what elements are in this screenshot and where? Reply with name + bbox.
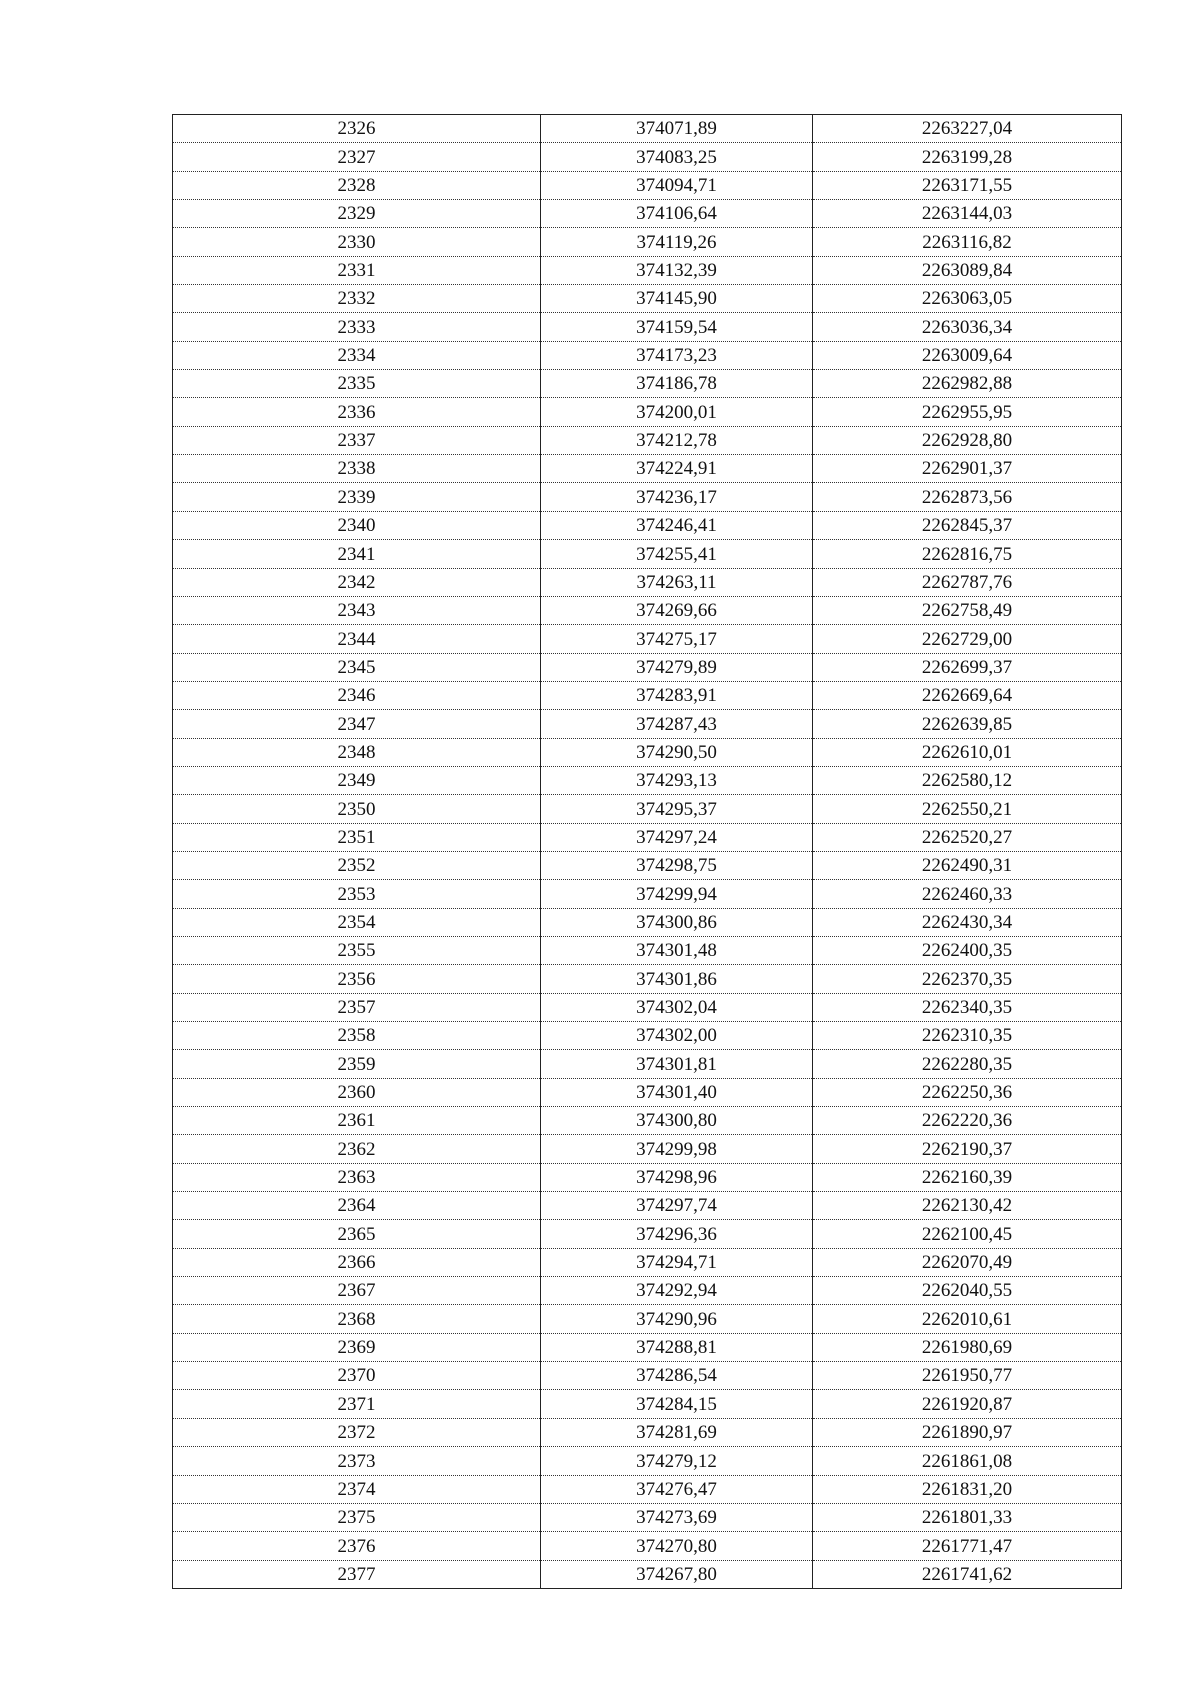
x-coordinate-cell: 374283,91 <box>541 681 813 709</box>
y-coordinate-cell: 2262310,35 <box>813 1022 1122 1050</box>
y-coordinate-cell: 2262982,88 <box>813 370 1122 398</box>
table-row <box>173 1475 1122 1503</box>
y-coordinate-cell: 2262928,80 <box>813 426 1122 454</box>
y-coordinate-cell: 2263036,34 <box>813 313 1122 341</box>
point-number-cell: 2326 <box>173 115 541 143</box>
table-row <box>173 1022 1122 1050</box>
point-number-cell: 2352 <box>173 851 541 879</box>
y-coordinate-cell: 2263116,82 <box>813 228 1122 256</box>
table-row <box>173 228 1122 256</box>
y-coordinate-cell: 2262100,45 <box>813 1220 1122 1248</box>
x-coordinate-cell: 374302,00 <box>541 1022 813 1050</box>
y-coordinate-cell: 2262010,61 <box>813 1305 1122 1333</box>
y-coordinate-cell: 2262400,35 <box>813 936 1122 964</box>
y-coordinate-cell: 2263144,03 <box>813 200 1122 228</box>
table-row <box>173 851 1122 879</box>
table-row <box>173 936 1122 964</box>
y-coordinate-cell: 2261890,97 <box>813 1418 1122 1446</box>
y-coordinate-cell: 2261861,08 <box>813 1447 1122 1475</box>
y-coordinate-cell: 2262816,75 <box>813 540 1122 568</box>
table-row <box>173 1192 1122 1220</box>
table-row <box>173 596 1122 624</box>
point-number-cell: 2332 <box>173 285 541 313</box>
x-coordinate-cell: 374106,64 <box>541 200 813 228</box>
y-coordinate-cell: 2262758,49 <box>813 596 1122 624</box>
point-number-cell: 2361 <box>173 1107 541 1135</box>
table-row <box>173 1163 1122 1191</box>
x-coordinate-cell: 374301,48 <box>541 936 813 964</box>
x-coordinate-cell: 374287,43 <box>541 710 813 738</box>
point-number-cell: 2376 <box>173 1532 541 1560</box>
x-coordinate-cell: 374255,41 <box>541 540 813 568</box>
point-number-cell: 2369 <box>173 1333 541 1361</box>
x-coordinate-cell: 374290,50 <box>541 738 813 766</box>
point-number-cell: 2340 <box>173 511 541 539</box>
x-coordinate-cell: 374269,66 <box>541 596 813 624</box>
x-coordinate-cell: 374302,04 <box>541 993 813 1021</box>
table-row <box>173 1107 1122 1135</box>
x-coordinate-cell: 374159,54 <box>541 313 813 341</box>
point-number-cell: 2366 <box>173 1248 541 1276</box>
y-coordinate-cell: 2261920,87 <box>813 1390 1122 1418</box>
point-number-cell: 2347 <box>173 710 541 738</box>
y-coordinate-cell: 2262580,12 <box>813 766 1122 794</box>
table-row <box>173 738 1122 766</box>
y-coordinate-cell: 2262955,95 <box>813 398 1122 426</box>
x-coordinate-cell: 374296,36 <box>541 1220 813 1248</box>
y-coordinate-cell: 2262873,56 <box>813 483 1122 511</box>
table-row <box>173 115 1122 143</box>
point-number-cell: 2356 <box>173 965 541 993</box>
table-row <box>173 483 1122 511</box>
table-row <box>173 1418 1122 1446</box>
y-coordinate-cell: 2263009,64 <box>813 341 1122 369</box>
y-coordinate-cell: 2262130,42 <box>813 1192 1122 1220</box>
point-number-cell: 2377 <box>173 1560 541 1588</box>
point-number-cell: 2329 <box>173 200 541 228</box>
table-row <box>173 965 1122 993</box>
point-number-cell: 2348 <box>173 738 541 766</box>
point-number-cell: 2374 <box>173 1475 541 1503</box>
point-number-cell: 2327 <box>173 143 541 171</box>
table-row <box>173 1050 1122 1078</box>
x-coordinate-cell: 374286,54 <box>541 1362 813 1390</box>
x-coordinate-cell: 374270,80 <box>541 1532 813 1560</box>
y-coordinate-cell: 2261980,69 <box>813 1333 1122 1361</box>
x-coordinate-cell: 374284,15 <box>541 1390 813 1418</box>
point-number-cell: 2344 <box>173 625 541 653</box>
table-row <box>173 341 1122 369</box>
table-row <box>173 1560 1122 1588</box>
table-row <box>173 681 1122 709</box>
x-coordinate-cell: 374246,41 <box>541 511 813 539</box>
point-number-cell: 2359 <box>173 1050 541 1078</box>
point-number-cell: 2335 <box>173 370 541 398</box>
table-row <box>173 1333 1122 1361</box>
x-coordinate-cell: 374301,40 <box>541 1078 813 1106</box>
x-coordinate-cell: 374300,86 <box>541 908 813 936</box>
y-coordinate-cell: 2262430,34 <box>813 908 1122 936</box>
point-number-cell: 2371 <box>173 1390 541 1418</box>
x-coordinate-cell: 374071,89 <box>541 115 813 143</box>
y-coordinate-cell: 2263227,04 <box>813 115 1122 143</box>
x-coordinate-cell: 374083,25 <box>541 143 813 171</box>
x-coordinate-cell: 374212,78 <box>541 426 813 454</box>
y-coordinate-cell: 2262190,37 <box>813 1135 1122 1163</box>
table-row <box>173 398 1122 426</box>
point-number-cell: 2373 <box>173 1447 541 1475</box>
point-number-cell: 2343 <box>173 596 541 624</box>
table-row <box>173 625 1122 653</box>
x-coordinate-cell: 374186,78 <box>541 370 813 398</box>
table-row <box>173 653 1122 681</box>
table-row <box>173 1447 1122 1475</box>
point-number-cell: 2330 <box>173 228 541 256</box>
y-coordinate-cell: 2262280,35 <box>813 1050 1122 1078</box>
x-coordinate-cell: 374295,37 <box>541 795 813 823</box>
point-number-cell: 2364 <box>173 1192 541 1220</box>
x-coordinate-cell: 374298,75 <box>541 851 813 879</box>
y-coordinate-cell: 2262070,49 <box>813 1248 1122 1276</box>
x-coordinate-cell: 374279,12 <box>541 1447 813 1475</box>
y-coordinate-cell: 2263199,28 <box>813 143 1122 171</box>
y-coordinate-cell: 2262639,85 <box>813 710 1122 738</box>
y-coordinate-cell: 2262460,33 <box>813 880 1122 908</box>
x-coordinate-cell: 374145,90 <box>541 285 813 313</box>
x-coordinate-cell: 374273,69 <box>541 1503 813 1531</box>
x-coordinate-cell: 374301,81 <box>541 1050 813 1078</box>
table-row <box>173 1362 1122 1390</box>
point-number-cell: 2367 <box>173 1277 541 1305</box>
x-coordinate-cell: 374299,98 <box>541 1135 813 1163</box>
point-number-cell: 2341 <box>173 540 541 568</box>
table-row <box>173 568 1122 596</box>
table-row <box>173 880 1122 908</box>
x-coordinate-cell: 374275,17 <box>541 625 813 653</box>
x-coordinate-cell: 374297,74 <box>541 1192 813 1220</box>
x-coordinate-cell: 374267,80 <box>541 1560 813 1588</box>
point-number-cell: 2354 <box>173 908 541 936</box>
y-coordinate-cell: 2262787,76 <box>813 568 1122 596</box>
y-coordinate-cell: 2262250,36 <box>813 1078 1122 1106</box>
table-row <box>173 710 1122 738</box>
y-coordinate-cell: 2262610,01 <box>813 738 1122 766</box>
x-coordinate-cell: 374263,11 <box>541 568 813 596</box>
y-coordinate-cell: 2261950,77 <box>813 1362 1122 1390</box>
x-coordinate-cell: 374299,94 <box>541 880 813 908</box>
table-row <box>173 426 1122 454</box>
point-number-cell: 2362 <box>173 1135 541 1163</box>
table-row <box>173 1135 1122 1163</box>
table-row <box>173 455 1122 483</box>
y-coordinate-cell: 2262729,00 <box>813 625 1122 653</box>
x-coordinate-cell: 374292,94 <box>541 1277 813 1305</box>
y-coordinate-cell: 2262340,35 <box>813 993 1122 1021</box>
y-coordinate-cell: 2263063,05 <box>813 285 1122 313</box>
x-coordinate-cell: 374300,80 <box>541 1107 813 1135</box>
x-coordinate-cell: 374293,13 <box>541 766 813 794</box>
table-row <box>173 143 1122 171</box>
point-number-cell: 2349 <box>173 766 541 794</box>
y-coordinate-cell: 2261771,47 <box>813 1532 1122 1560</box>
table-row <box>173 993 1122 1021</box>
point-number-cell: 2342 <box>173 568 541 596</box>
y-coordinate-cell: 2261801,33 <box>813 1503 1122 1531</box>
table-row <box>173 200 1122 228</box>
y-coordinate-cell: 2263171,55 <box>813 171 1122 199</box>
point-number-cell: 2357 <box>173 993 541 1021</box>
point-number-cell: 2375 <box>173 1503 541 1531</box>
point-number-cell: 2360 <box>173 1078 541 1106</box>
point-number-cell: 2350 <box>173 795 541 823</box>
table-row <box>173 1220 1122 1248</box>
point-number-cell: 2368 <box>173 1305 541 1333</box>
x-coordinate-cell: 374294,71 <box>541 1248 813 1276</box>
x-coordinate-cell: 374276,47 <box>541 1475 813 1503</box>
x-coordinate-cell: 374297,24 <box>541 823 813 851</box>
table-row <box>173 1277 1122 1305</box>
table-row <box>173 511 1122 539</box>
x-coordinate-cell: 374301,86 <box>541 965 813 993</box>
point-number-cell: 2353 <box>173 880 541 908</box>
y-coordinate-cell: 2262160,39 <box>813 1163 1122 1191</box>
table-row <box>173 908 1122 936</box>
coordinates-table-body <box>173 115 1122 1589</box>
table-row <box>173 171 1122 199</box>
y-coordinate-cell: 2261831,20 <box>813 1475 1122 1503</box>
x-coordinate-cell: 374279,89 <box>541 653 813 681</box>
table-row <box>173 1532 1122 1560</box>
table-row <box>173 540 1122 568</box>
table-row <box>173 285 1122 313</box>
table-row <box>173 1078 1122 1106</box>
y-coordinate-cell: 2261741,62 <box>813 1560 1122 1588</box>
x-coordinate-cell: 374288,81 <box>541 1333 813 1361</box>
table-row <box>173 313 1122 341</box>
y-coordinate-cell: 2262490,31 <box>813 851 1122 879</box>
point-number-cell: 2351 <box>173 823 541 851</box>
point-number-cell: 2358 <box>173 1022 541 1050</box>
y-coordinate-cell: 2262520,27 <box>813 823 1122 851</box>
table-row <box>173 1305 1122 1333</box>
point-number-cell: 2334 <box>173 341 541 369</box>
table-row <box>173 795 1122 823</box>
point-number-cell: 2339 <box>173 483 541 511</box>
point-number-cell: 2355 <box>173 936 541 964</box>
point-number-cell: 2370 <box>173 1362 541 1390</box>
table-row <box>173 1248 1122 1276</box>
y-coordinate-cell: 2262699,37 <box>813 653 1122 681</box>
table-row <box>173 1503 1122 1531</box>
point-number-cell: 2328 <box>173 171 541 199</box>
y-coordinate-cell: 2262220,36 <box>813 1107 1122 1135</box>
y-coordinate-cell: 2262845,37 <box>813 511 1122 539</box>
y-coordinate-cell: 2262901,37 <box>813 455 1122 483</box>
x-coordinate-cell: 374298,96 <box>541 1163 813 1191</box>
point-number-cell: 2365 <box>173 1220 541 1248</box>
table-row <box>173 1390 1122 1418</box>
point-number-cell: 2336 <box>173 398 541 426</box>
point-number-cell: 2345 <box>173 653 541 681</box>
x-coordinate-cell: 374200,01 <box>541 398 813 426</box>
y-coordinate-cell: 2263089,84 <box>813 256 1122 284</box>
y-coordinate-cell: 2262550,21 <box>813 795 1122 823</box>
point-number-cell: 2337 <box>173 426 541 454</box>
point-number-cell: 2372 <box>173 1418 541 1446</box>
point-number-cell: 2331 <box>173 256 541 284</box>
x-coordinate-cell: 374236,17 <box>541 483 813 511</box>
point-number-cell: 2363 <box>173 1163 541 1191</box>
y-coordinate-cell: 2262669,64 <box>813 681 1122 709</box>
point-number-cell: 2338 <box>173 455 541 483</box>
table-row <box>173 766 1122 794</box>
x-coordinate-cell: 374224,91 <box>541 455 813 483</box>
x-coordinate-cell: 374132,39 <box>541 256 813 284</box>
table-row <box>173 256 1122 284</box>
x-coordinate-cell: 374281,69 <box>541 1418 813 1446</box>
x-coordinate-cell: 374173,23 <box>541 341 813 369</box>
y-coordinate-cell: 2262370,35 <box>813 965 1122 993</box>
table-row <box>173 370 1122 398</box>
table-row <box>173 823 1122 851</box>
x-coordinate-cell: 374119,26 <box>541 228 813 256</box>
y-coordinate-cell: 2262040,55 <box>813 1277 1122 1305</box>
x-coordinate-cell: 374094,71 <box>541 171 813 199</box>
x-coordinate-cell: 374290,96 <box>541 1305 813 1333</box>
coordinates-table <box>172 114 1122 1589</box>
point-number-cell: 2333 <box>173 313 541 341</box>
point-number-cell: 2346 <box>173 681 541 709</box>
